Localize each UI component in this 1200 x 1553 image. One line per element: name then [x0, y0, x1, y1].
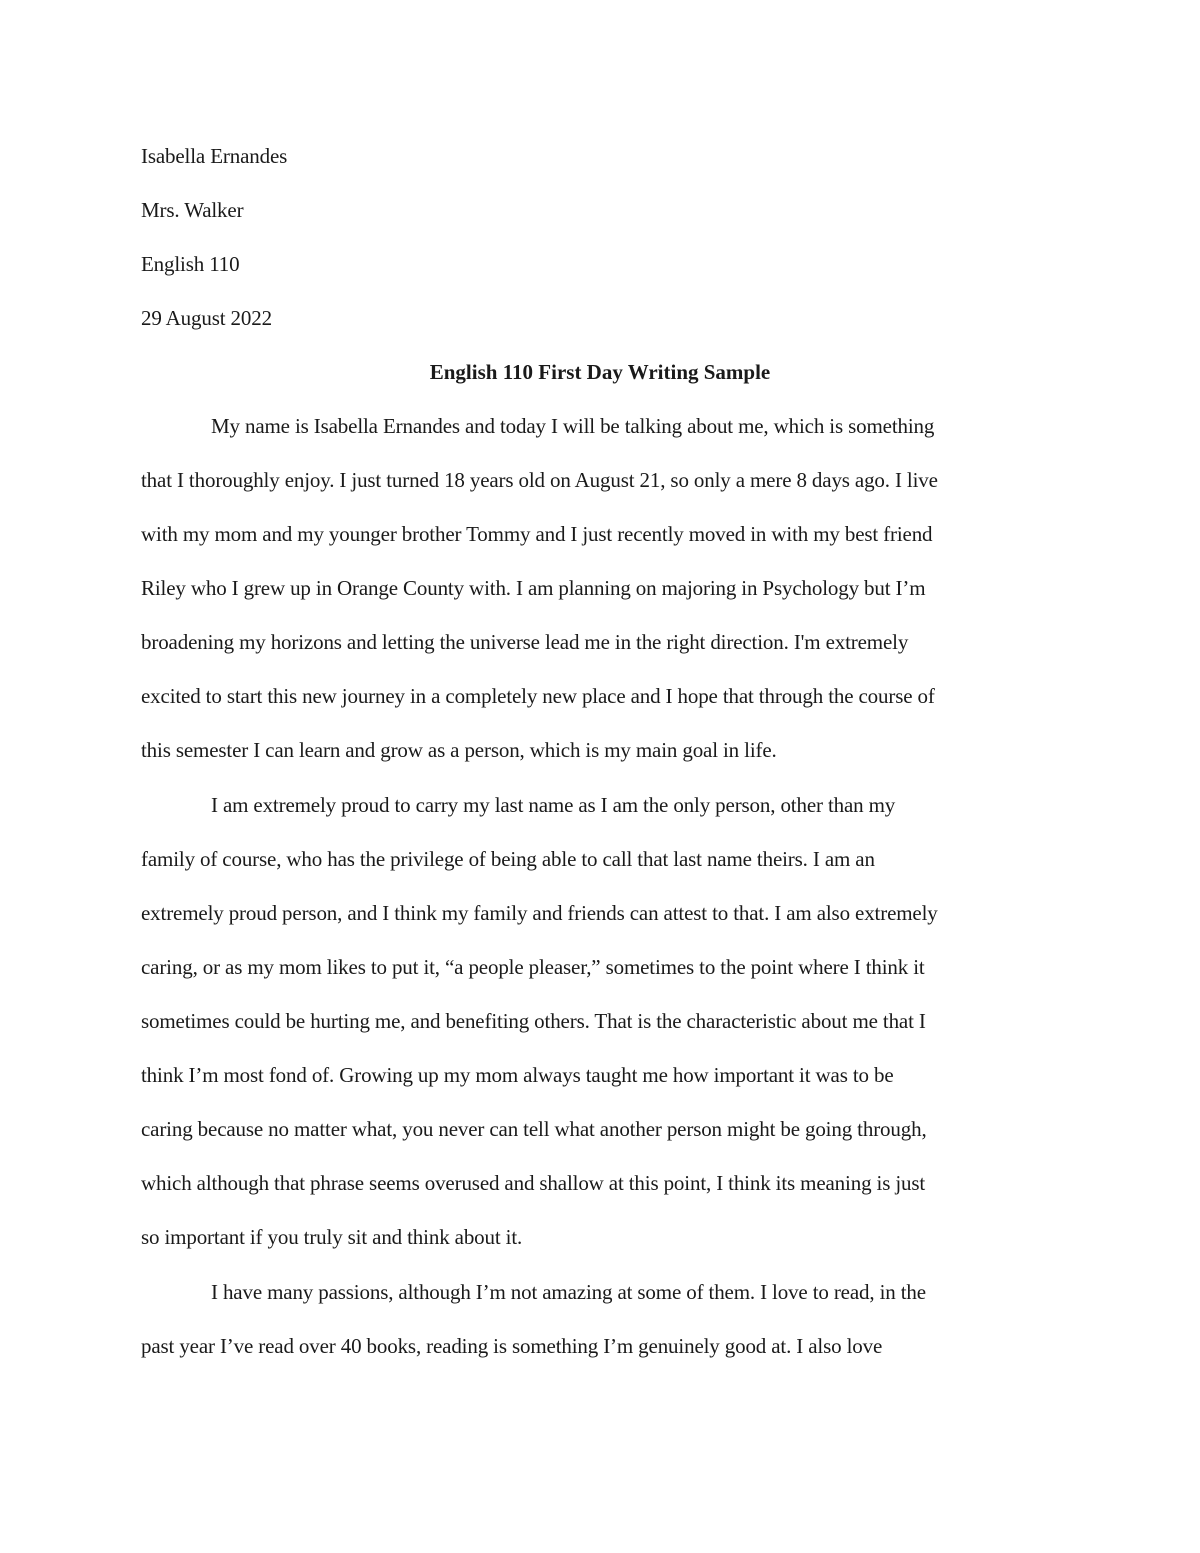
paragraph-1-line-7: this semester I can learn and grow as a person, which is my main goal in life. — [141, 738, 777, 762]
paragraph-2-line-1: I am extremely proud to carry my last name as I am the only person, other than my — [211, 793, 896, 817]
date: 29 August 2022 — [141, 306, 272, 330]
paragraph-3-line-2: past year I’ve read over 40 books, reading is something I’m genuinely good at. I also love — [141, 1334, 883, 1358]
paragraph-1-line-4: Riley who I grew up in Orange County with. I am planning on majoring in Psychology but I’m — [141, 576, 926, 600]
paragraph-1-line-5: broadening my horizons and letting the universe lead me in the right direction. I'm extremely — [141, 630, 909, 654]
paragraph-2-line-8: which although that phrase seems overused and shallow at this point, I think its meaning is just — [141, 1171, 926, 1195]
paragraph-2-line-9: so important if you truly sit and think about it. — [141, 1225, 523, 1249]
paragraph-2-line-2: family of course, who has the privilege of being able to call that last name theirs. I am an — [141, 847, 875, 871]
paragraph-3-line-1: I have many passions, although I’m not amazing at some of them. I love to read, in the — [211, 1280, 926, 1304]
paragraph-2-line-7: caring because no matter what, you never can tell what another person might be going through, — [141, 1117, 927, 1141]
instructor-name: Mrs. Walker — [141, 198, 244, 222]
paragraph-1-line-2: that I thoroughly enjoy. I just turned 18 years old on August 21, so only a mere 8 days ago. I live — [141, 468, 938, 492]
essay-title: English 110 First Day Writing Sample — [429, 360, 771, 384]
paragraph-2-line-3: extremely proud person, and I think my family and friends can attest to that. I am also extremely — [141, 901, 938, 925]
paragraph-2-line-5: sometimes could be hurting me, and benefiting others. That is the characteristic about me that I — [141, 1009, 926, 1033]
paragraph-2-line-6: think I’m most fond of. Growing up my mom always taught me how important it was to be — [141, 1063, 894, 1087]
paragraph-1-line-3: with my mom and my younger brother Tommy and I just recently moved in with my best friend — [141, 522, 933, 546]
course-name: English 110 — [141, 252, 240, 276]
paragraph-1-line-6: excited to start this new journey in a completely new place and I hope that through the course of — [141, 684, 935, 708]
student-name: Isabella Ernandes — [141, 144, 288, 168]
paragraph-1-line-1: My name is Isabella Ernandes and today I will be talking about me, which is something — [211, 414, 935, 438]
paragraph-2-line-4: caring, or as my mom likes to put it, “a people pleaser,” sometimes to the point where I think it — [141, 955, 925, 979]
